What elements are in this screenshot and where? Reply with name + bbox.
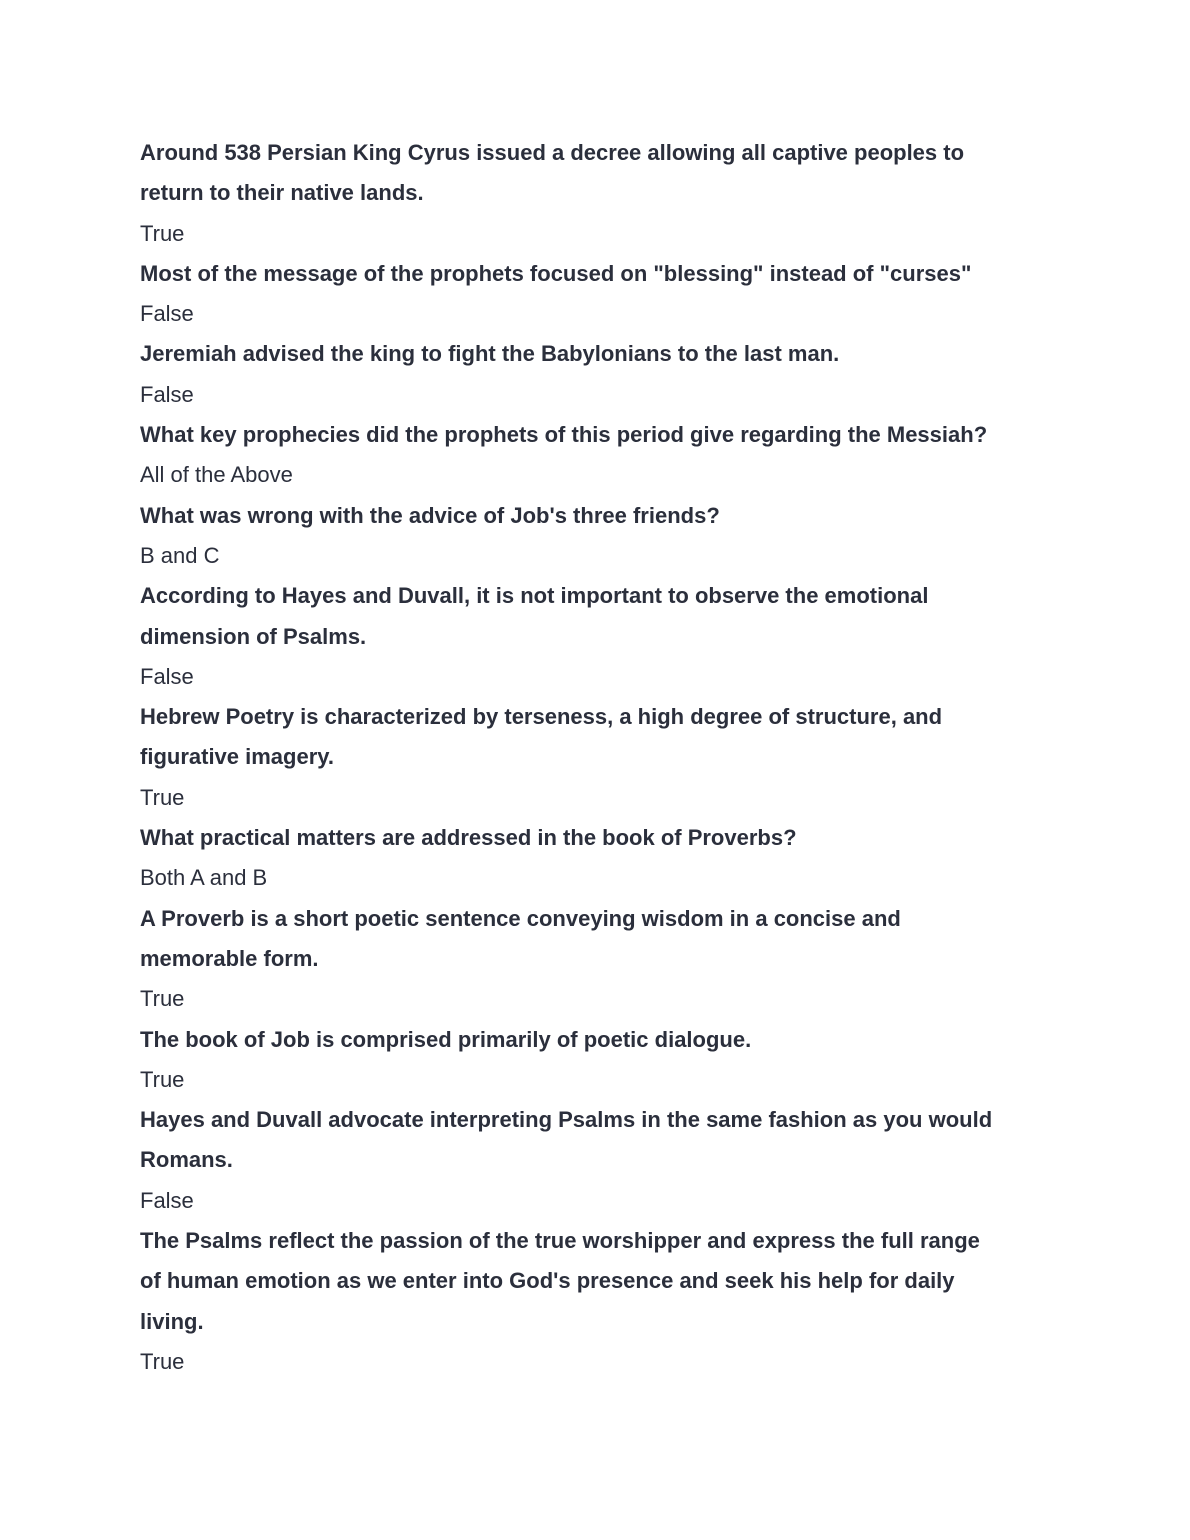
answer-text: B and C bbox=[140, 542, 220, 568]
question-text: What practical matters are addressed in the book of Proverbs? bbox=[140, 825, 797, 851]
qa-item bbox=[140, 697, 1080, 818]
answer-text: False bbox=[140, 663, 194, 689]
answer-text: True bbox=[140, 1066, 185, 1092]
answer-text: True bbox=[140, 784, 185, 810]
question-text: Romans. bbox=[140, 1147, 233, 1173]
question-text: The Psalms reflect the passion of the true worshipper and express the full range bbox=[140, 1228, 980, 1254]
question-text: return to their native lands. bbox=[140, 180, 424, 206]
answer-text: False bbox=[140, 301, 194, 327]
document-body bbox=[140, 133, 1080, 1382]
answer-text: False bbox=[140, 1187, 194, 1213]
question-text: Most of the message of the prophets focused on "blessing" instead of "curses" bbox=[140, 260, 972, 286]
qa-item bbox=[140, 1100, 1080, 1221]
qa-item bbox=[140, 818, 1080, 899]
answer-text: True bbox=[140, 986, 185, 1012]
qa-item bbox=[140, 899, 1080, 1020]
question-text: The book of Job is comprised primarily of poetic dialogue. bbox=[140, 1026, 752, 1052]
qa-item bbox=[140, 1020, 1080, 1101]
question-text: Jeremiah advised the king to fight the Babylonians to the last man. bbox=[140, 341, 840, 367]
answer-text: All of the Above bbox=[140, 462, 293, 488]
answer-text: True bbox=[140, 220, 185, 246]
answer-text: True bbox=[140, 1348, 185, 1374]
question-text: Hayes and Duvall advocate interpreting Psalms in the same fashion as you would bbox=[140, 1107, 993, 1133]
answer-text: Both A and B bbox=[140, 865, 268, 891]
question-text: What was wrong with the advice of Job's three friends? bbox=[140, 502, 720, 528]
question-text: A Proverb is a short poetic sentence conveying wisdom in a concise and bbox=[140, 905, 901, 931]
question-text: memorable form. bbox=[140, 945, 319, 971]
qa-item bbox=[140, 496, 1080, 577]
question-text: According to Hayes and Duvall, it is not important to observe the emotional bbox=[140, 583, 929, 609]
qa-item bbox=[140, 334, 1080, 415]
question-text: What key prophecies did the prophets of this period give regarding the Messiah? bbox=[140, 422, 988, 448]
qa-item bbox=[140, 254, 1080, 335]
question-text: dimension of Psalms. bbox=[140, 623, 367, 649]
question-text: Hebrew Poetry is characterized by terseness, a high degree of structure, and bbox=[140, 704, 943, 730]
question-text: figurative imagery. bbox=[140, 744, 334, 770]
qa-item bbox=[140, 415, 1080, 496]
qa-item bbox=[140, 576, 1080, 697]
question-text: Around 538 Persian King Cyrus issued a decree allowing all captive peoples to bbox=[140, 140, 965, 165]
answer-text: False bbox=[140, 381, 194, 407]
question-text: living. bbox=[140, 1308, 204, 1334]
qa-item bbox=[140, 1221, 1080, 1382]
question-text: of human emotion as we enter into God's presence and seek his help for daily bbox=[140, 1268, 955, 1294]
qa-item bbox=[140, 133, 1080, 254]
